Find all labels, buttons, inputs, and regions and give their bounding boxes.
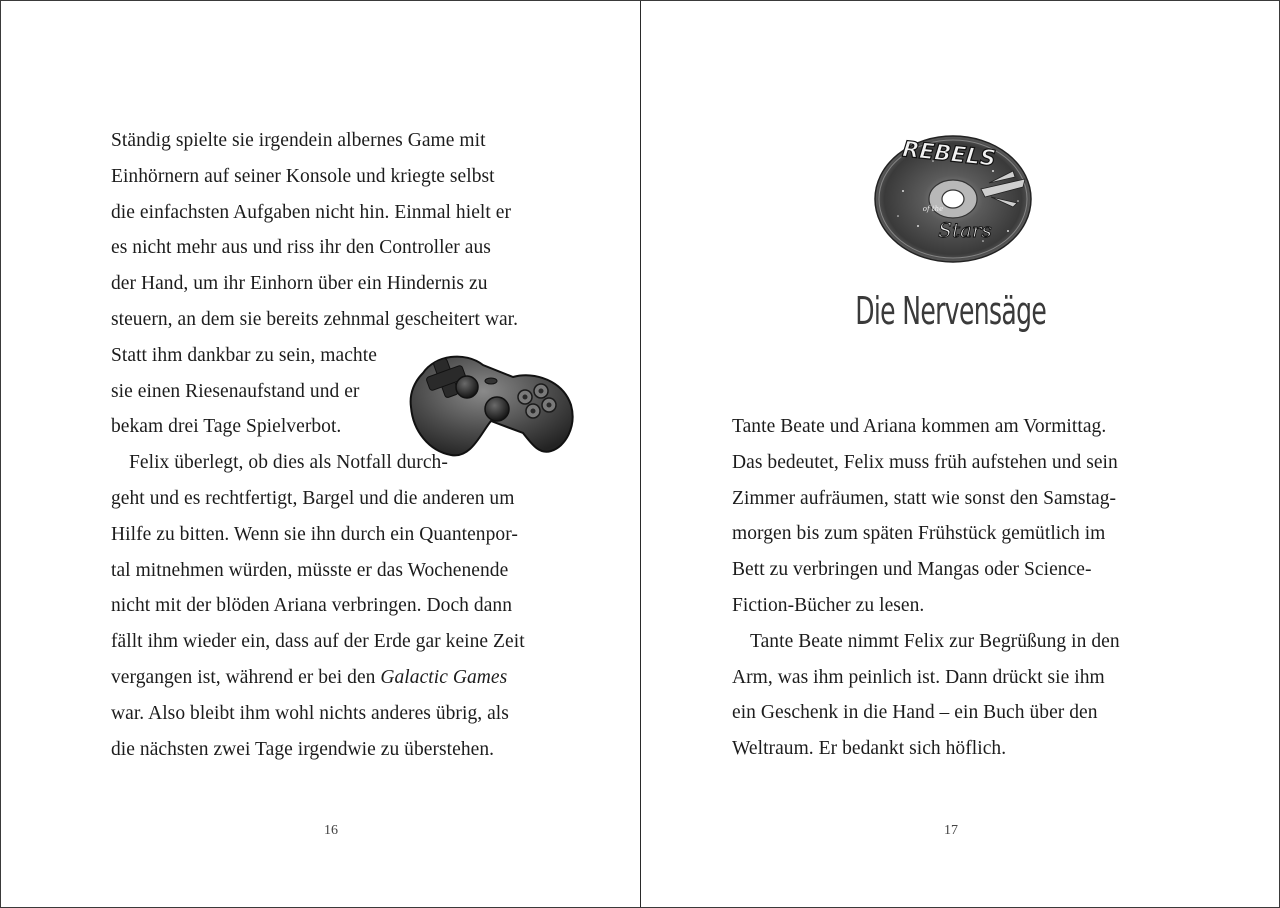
text-line: fällt ihm wieder ein, dass auf der Erde gar keine Zeit: [111, 631, 525, 653]
game-controller-illustration: [405, 343, 577, 477]
text-line: Fiction-Bücher zu lesen.: [732, 594, 925, 616]
text-line: Arm, was ihm peinlich ist. Dann drückt sie ihm: [732, 666, 1105, 688]
text-line: der Hand, um ihr Einhorn über ein Hindernis zu: [111, 273, 488, 295]
text-line: Felix überlegt, ob dies als Notfall durch-: [129, 452, 448, 474]
cd-label-bottom: Stars: [938, 218, 992, 242]
text-line: Weltraum. Er bedankt sich höflich.: [732, 738, 1007, 760]
text-line: Ständig spielte sie irgendein albernes Game mit: [111, 130, 486, 151]
text-line: Bett zu verbringen und Mangas oder Science-: [732, 559, 1092, 581]
text-line: Statt ihm dankbar zu sein, machte: [111, 344, 377, 366]
text-line: sie einen Riesenaufstand und er: [111, 380, 360, 402]
page-right: [641, 1, 1280, 907]
text-line: Tante Beate und Ariana kommen am Vormittag.: [732, 416, 1107, 437]
cd-label-mid: of the: [922, 205, 944, 213]
italic-game-title: Galactic Games: [380, 666, 508, 688]
text-line: Hilfe zu bitten. Wenn sie ihn durch ein Quantenpor-: [111, 523, 518, 545]
text-line: ein Geschenk in die Hand – ein Buch über den: [732, 702, 1098, 724]
page-number: 17: [944, 823, 958, 838]
text-line: Zimmer aufräumen, statt wie sonst den Samstag-: [732, 487, 1117, 509]
rebels-of-the-stars-cd-illustration: [873, 131, 1035, 265]
text-line: Das bedeutet, Felix muss früh aufstehen und sein: [732, 451, 1118, 473]
text-line: bekam drei Tage Spielverbot.: [111, 416, 342, 438]
cd-label-top: REBELS: [901, 137, 997, 172]
text-line: Einhörnern auf seiner Konsole und kriegte selbst: [111, 165, 495, 187]
text-line: morgen bis zum späten Frühstück gemütlich im: [732, 523, 1106, 545]
text-line: steuern, an dem sie bereits zehnmal gescheitert war.: [111, 308, 519, 330]
text-line: [111, 660, 581, 696]
page-number: 16: [324, 823, 338, 838]
chapter-title: Die Nervensäge: [855, 289, 1047, 333]
text-line: war. Also bleibt ihm wohl nichts anderes übrig, als: [111, 702, 509, 724]
text-line: nicht mit der blöden Ariana verbringen. Doch dann: [111, 595, 512, 617]
text-line: geht und es rechtfertigt, Bargel und die anderen um: [111, 487, 515, 509]
text-line: die einfachsten Aufgaben nicht hin. Einmal hielt er: [111, 201, 512, 223]
text-line: die nächsten zwei Tage irgendwie zu überstehen.: [111, 738, 495, 760]
text-line: es nicht mehr aus und riss ihr den Controller aus: [111, 237, 491, 259]
text-line: Tante Beate nimmt Felix zur Begrüßung in den: [750, 630, 1120, 652]
right-page-text: [732, 409, 1202, 767]
text-line-start: vergangen ist, während er bei den: [111, 666, 381, 688]
text-line: tal mitnehmen würden, müsste er das Wochenende: [111, 559, 509, 581]
page-left: [1, 1, 640, 907]
